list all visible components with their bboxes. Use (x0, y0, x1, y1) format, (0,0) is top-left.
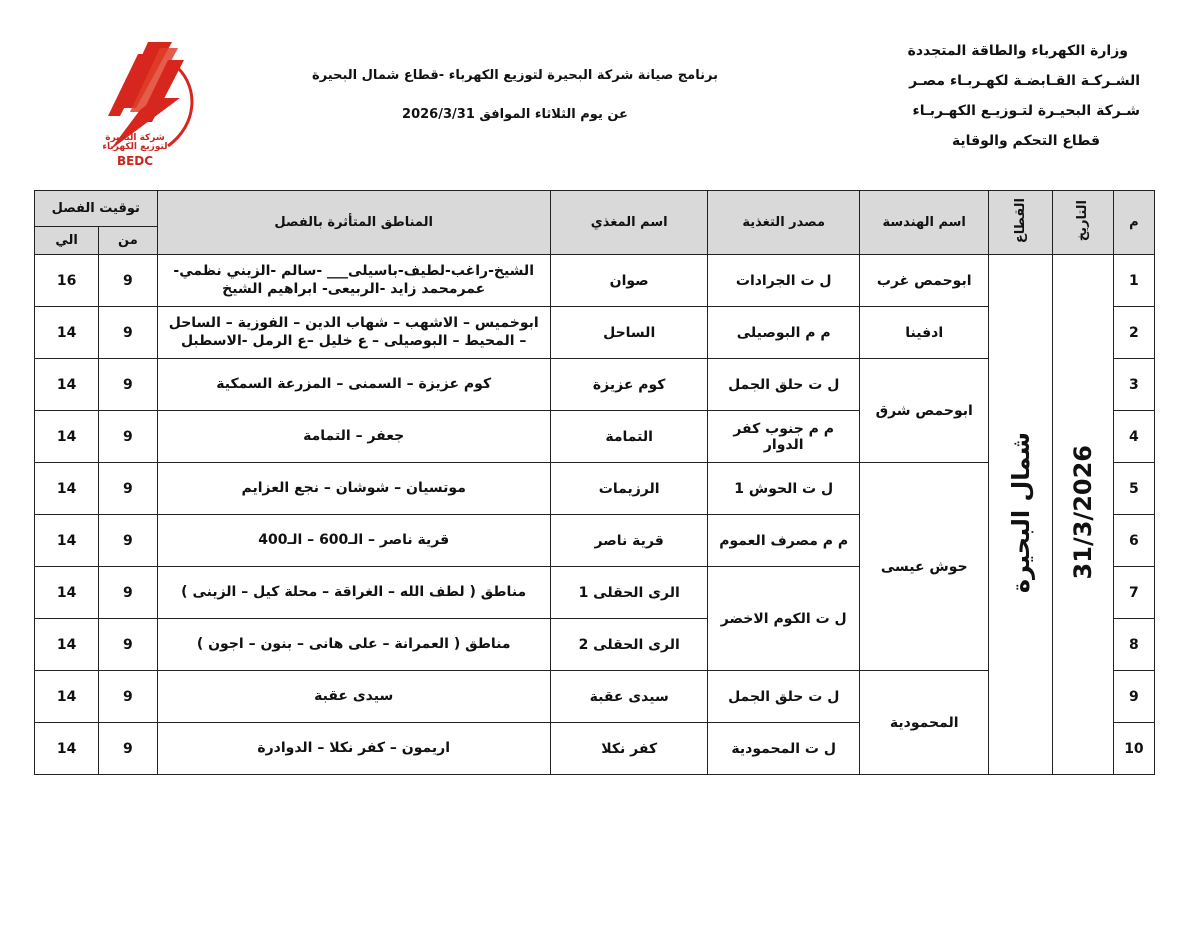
areas-cell: مناطق ( العمرانة – على هانى – بنون – اجون ) (157, 619, 550, 671)
table-row (35, 359, 1155, 411)
row-serial: 2 (1113, 307, 1154, 359)
areas-cell: قرية ناصر – الـ600 – الـ400 (157, 515, 550, 567)
header-areas: المناطق المتأثرة بالفصل (157, 191, 550, 255)
source-cell: م م جنوب كفر الدوار (708, 411, 860, 463)
feeder-cell: الساحل (550, 307, 708, 359)
table-row (35, 671, 1155, 723)
header-serial: م (1113, 191, 1154, 255)
feeder-cell: الرزيمات (550, 463, 708, 515)
table-row (35, 463, 1155, 515)
to-cell: 14 (35, 567, 99, 619)
company-logo (48, 38, 208, 168)
sector-cell: شمال البحيرة (989, 255, 1052, 775)
logo-abbreviation: BEDC (116, 153, 154, 168)
source-cell: م م البوصيلى (708, 307, 860, 359)
to-cell: 14 (35, 307, 99, 359)
areas-cell: سيدى عقبة (157, 671, 550, 723)
row-serial: 4 (1113, 411, 1154, 463)
areas-cell: الشيخ-راغب-لطيف-باسيلى___ -سالم -الزيني نظمي- عمرمحمد زايد -الربيعى- ابراهيم الشيخ (157, 255, 550, 307)
organization-header (820, 36, 1140, 156)
row-serial: 1 (1113, 255, 1154, 307)
feeder-cell: التمامة (550, 411, 708, 463)
row-serial: 8 (1113, 619, 1154, 671)
areas-cell: ابوخميس – الاشهب – شهاب الدين – الفوزية – الساحل – المحيط – البوصيلى – ع خليل –ع الرمل -الاسطبل (157, 307, 550, 359)
engineering-cell: المحمودية (859, 671, 988, 775)
source-cell: م م مصرف العموم (708, 515, 860, 567)
header-engineering: اسم الهندسة (859, 191, 988, 255)
to-cell: 14 (35, 723, 99, 775)
header-timing: توقيت الفصل (35, 191, 158, 227)
feeder-cell: الرى الحقلى 1 (550, 567, 708, 619)
row-serial: 3 (1113, 359, 1154, 411)
logo-company-name: شركة البحيرة لتوزيع الكهرباء (102, 133, 168, 153)
holding-company-name: الشـركـة القـابضـة لكهـربـاء مصـر (909, 73, 1140, 89)
source-cell: ل ت حلق الجمل (708, 671, 860, 723)
from-cell: 9 (99, 255, 157, 307)
feeder-cell: كوم عزيزة (550, 359, 708, 411)
from-cell: 9 (99, 619, 157, 671)
source-cell: ل ت المحمودية (708, 723, 860, 775)
to-cell: 14 (35, 463, 99, 515)
to-cell: 14 (35, 619, 99, 671)
table-row (35, 255, 1155, 307)
engineering-cell: ابوحمص شرق (859, 359, 988, 463)
ministry-name: وزارة الكهرباء والطاقة المتجددة (907, 43, 1128, 59)
to-cell: 14 (35, 515, 99, 567)
feeder-cell: صوان (550, 255, 708, 307)
feeder-cell: قرية ناصر (550, 515, 708, 567)
from-cell: 9 (99, 515, 157, 567)
row-serial: 6 (1113, 515, 1154, 567)
source-cell: ل ت الجرادات (708, 255, 860, 307)
program-title: برنامج صيانة شركة البحيرة لتوزيع الكهرباء -قطاع شمال البحيرة (312, 68, 718, 83)
source-cell: ل ت الكوم الاخضر (708, 567, 860, 671)
header-from: من (99, 227, 157, 255)
engineering-cell: ادفينا (859, 307, 988, 359)
areas-cell: مناطق ( لطف الله – الغراقة – محلة كيل – الزينى ) (157, 567, 550, 619)
from-cell: 9 (99, 671, 157, 723)
source-cell: ل ت الحوش 1 (708, 463, 860, 515)
to-cell: 14 (35, 671, 99, 723)
department-name: قطاع التحكم والوقاية (951, 133, 1100, 149)
header-feeder: اسم المغذي (550, 191, 708, 255)
to-cell: 16 (35, 255, 99, 307)
from-cell: 9 (99, 411, 157, 463)
to-cell: 14 (35, 359, 99, 411)
row-serial: 5 (1113, 463, 1154, 515)
header-date: التاريخ (1052, 191, 1113, 255)
feeder-cell: سيدى عقبة (550, 671, 708, 723)
table-row (35, 307, 1155, 359)
source-cell: ل ت حلق الجمل (708, 359, 860, 411)
from-cell: 9 (99, 359, 157, 411)
feeder-cell: الرى الحقلى 2 (550, 619, 708, 671)
row-serial: 7 (1113, 567, 1154, 619)
areas-cell: موتسيان – شوشان – نجع العزايم (157, 463, 550, 515)
engineering-cell: حوش عيسى (859, 463, 988, 671)
from-cell: 9 (99, 723, 157, 775)
maintenance-schedule-table (34, 190, 1155, 775)
from-cell: 9 (99, 463, 157, 515)
feeder-cell: كفر نكلا (550, 723, 708, 775)
row-serial: 10 (1113, 723, 1154, 775)
header-source: مصدر التغذية (708, 191, 860, 255)
to-cell: 14 (35, 411, 99, 463)
header-sector: القطاع (989, 191, 1052, 255)
program-date: عن يوم الثلاثاء الموافق 2026/3/31 (402, 107, 628, 122)
header-to: الي (35, 227, 99, 255)
areas-cell: جعفر – التمامة (157, 411, 550, 463)
date-cell: 31/3/2026 (1052, 255, 1113, 775)
from-cell: 9 (99, 567, 157, 619)
from-cell: 9 (99, 307, 157, 359)
distribution-company-name: شـركة البحيـرة لتـوزيـع الكهـربـاء (912, 103, 1140, 119)
engineering-cell: ابوحمص غرب (859, 255, 988, 307)
areas-cell: كوم عزيزة – السمنى – المزرعة السمكية (157, 359, 550, 411)
areas-cell: اريمون – كفر نكلا – الدوادرة (157, 723, 550, 775)
row-serial: 9 (1113, 671, 1154, 723)
